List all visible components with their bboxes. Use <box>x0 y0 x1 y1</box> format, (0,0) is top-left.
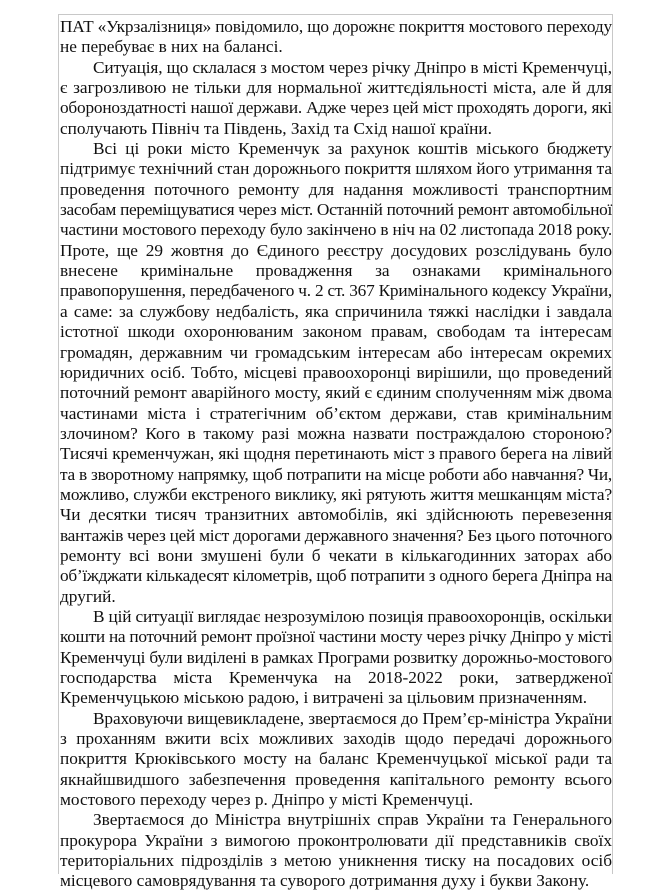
text-line: істотної шкоди охоронюваним законом правам, свободам та інтересам <box>60 322 612 342</box>
paragraph-first-line: Враховуючи вищевикладене, звертаємося до Прем’єр-міністра України <box>93 708 612 728</box>
text-line: та в зворотному напрямку, щоб потрапити на місце роботи або навчання? Чи, <box>60 464 612 484</box>
text-line: а саме: за службову недбалість, яка спричинила тяжкі наслідки і завдала <box>60 301 612 321</box>
text-line: є загрозливою не тільки для нормальної життєдіяльності міста, але й для <box>60 78 612 98</box>
text-line: частини мостового переходу було закінчено в ніч на 02 листопада 2018 року. <box>60 220 612 240</box>
text-line: можливо, служби екстреного виклику, які рятують життя мешканцям міста? <box>60 484 612 504</box>
paragraph-first-line: Звертаємося до Міністра внутрішніх справ України та Генерального <box>93 810 612 830</box>
text-line: Кременчуцькою міською радою, і витрачені за цільовим призначенням. <box>60 688 588 708</box>
text-line: Проте, ще 29 жовтня до Єдиного реєстру досудових розслідувань було <box>60 240 612 260</box>
text-line: Кременчуці були виділені в рамках Програми розвитку дорожньо-мостового <box>60 647 612 667</box>
text-line: якнайшвидшого забезпечення проведення капітального ремонту всього <box>60 769 612 789</box>
text-line: кошти на поточний ремонт проїзної частини мосту через річку Дніпро у місті <box>60 627 612 647</box>
text-line: проведення поточного ремонту для надання можливості транспортним <box>60 179 612 199</box>
text-line: правопорушення, передбаченого ч. 2 ст. 367 Кримінального кодексу України, <box>60 281 612 301</box>
text-line: територіальних підрозділів з метою уникнення тиску на посадових осіб <box>60 851 612 871</box>
text-line: обороноздатності нашої держави. Адже через цей міст проходять дороги, які <box>60 98 612 118</box>
text-line: з проханням вжити всіх можливих заходів щодо передачі дорожнього <box>60 729 612 749</box>
paragraph-first-line: Всі ці роки місто Кременчук за рахунок коштів міського бюджету <box>93 139 612 159</box>
text-line: внесене кримінальне провадження за ознаками кримінального <box>60 261 612 281</box>
document-body <box>60 17 612 892</box>
text-line: підтримує технічний стан дорожнього покриття шляхом його утримання та <box>60 159 612 179</box>
text-line: злочином? Кого в такому разі можна назвати постраждалою стороною? <box>60 423 612 443</box>
text-line: частинами міста і стратегічним об’єктом держави, став кримінальним <box>60 403 612 423</box>
text-line: Чи десятки тисяч транзитних автомобілів, які здійснюють перевезення <box>60 505 612 525</box>
text-line: Тисячі кременчужан, які щодня перетинають міст з правого берега на лівий <box>60 444 612 464</box>
document-page <box>58 14 613 891</box>
text-line: місцевого самоврядування та суворого дотримання духу і букви Закону. <box>60 871 590 891</box>
text-line: вантажів через цей міст дорогами державного значення? Без цього поточного <box>60 525 612 545</box>
text-line: засобам переміщуватися через міст. Останній поточний ремонт автомобільної <box>60 200 612 220</box>
text-line: ремонту всі вони змушені були б чекати в кількагодинних заторах або <box>60 545 612 565</box>
text-line: сполучають Північ та Південь, Захід та Схід нашої країни. <box>60 118 492 138</box>
text-line: мостового переходу через р. Дніпро у місті Кременчуці. <box>60 790 474 810</box>
text-line: об’їжджати кількадесят кілометрів, щоб потрапити з одного берега Дніпра на <box>60 566 612 586</box>
text-line: юридичних осіб. Тобто, місцеві правоохоронці вирішили, що проведений <box>60 362 612 382</box>
text-line: ПАТ «Укрзалізниця» повідомило, що дорожнє покриття мостового переходу <box>60 17 612 36</box>
text-line: прокурора України з вимогою проконтролювати дії представників своїх <box>60 830 612 850</box>
paragraph-first-line: В цій ситуації виглядає незрозумілою позиція правоохоронців, оскільки <box>93 606 612 626</box>
paragraph-first-line: Ситуація, що склалася з мостом через річку Дніпро в місті Кременчуці, <box>93 57 612 77</box>
text-line: покриття Крюківського мосту на баланс Кременчуцької міської ради та <box>60 749 612 769</box>
text-line: громадян, державним чи громадським інтересам або інтересам окремих <box>60 342 612 362</box>
text-line: не перебуває в них на балансі. <box>60 37 283 57</box>
text-line: поточний ремонт аварійного мосту, який є єдиним сполученням між двома <box>60 383 612 403</box>
text-line: другий. <box>60 586 116 606</box>
text-line: господарства міста Кременчука на 2018-2022 роки, затвердженої <box>60 668 612 687</box>
